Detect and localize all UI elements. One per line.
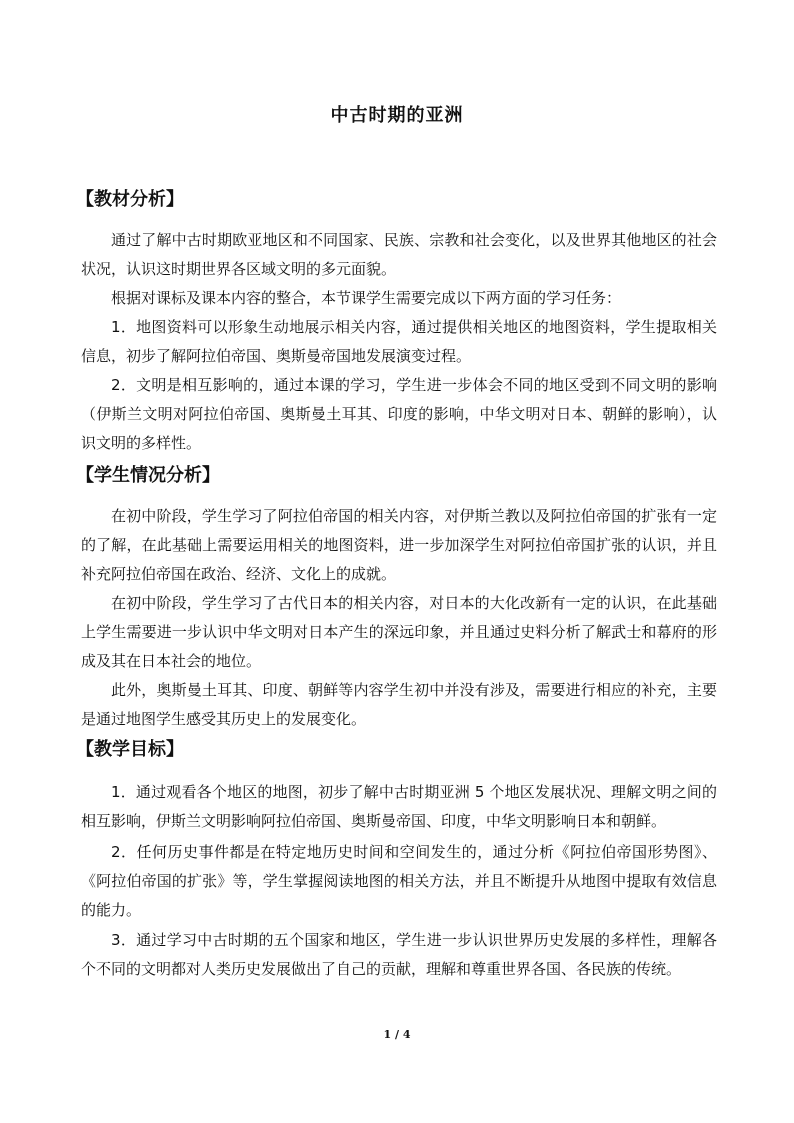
paragraph: 2．文明是相互影响的，通过本课的学习，学生进一步体会不同的地区受到不同文明的影响（伊斯兰文明对阿拉伯帝国、奥斯曼土耳其、印度的影响，中华文明对日本、朝鲜的影响），认识文明的多样性。 <box>81 376 717 452</box>
section-heading-textbook-analysis: 【教材分析】 <box>76 189 184 210</box>
paragraph: 此外，奥斯曼土耳其、印度、朝鲜等内容学生初中并没有涉及，需要进行相应的补充，主要是通过地图学生感受其历史上的发展变化。 <box>81 681 717 728</box>
section-heading-student-analysis: 【学生情况分析】 <box>76 465 220 486</box>
paragraph: 3．通过学习中古时期的五个国家和地区，学生进一步认识世界历史发展的多样性，理解各个不同的文明都对人类历史发展做出了自己的贡献，理解和尊重世界各国、各民族的传统。 <box>81 931 717 978</box>
section-heading-teaching-objectives: 【教学目标】 <box>76 739 184 760</box>
paragraph: 1．地图资料可以形象生动地展示相关内容，通过提供相关地区的地图资料，学生提取相关信息，初步了解阿拉伯帝国、奥斯曼帝国地发展演变过程。 <box>81 318 717 365</box>
paragraph: 1．通过观看各个地区的地图，初步了解中古时期亚洲 5 个地区发展状况、理解文明之间的相互影响，伊斯兰文明影响阿拉伯帝国、奥斯曼帝国、印度，中华文明影响日本和朝鲜。 <box>81 783 717 830</box>
paragraph: 在初中阶段，学生学习了阿拉伯帝国的相关内容，对伊斯兰教以及阿拉伯帝国的扩张有一定的了解，在此基础上需要运用相关的地图资料，进一步加深学生对阿拉伯帝国扩张的认识，并且补充阿拉伯帝国在政治、经济、文化上的成就。 <box>81 507 717 583</box>
page-number: 1 / 4 <box>383 1028 411 1041</box>
paragraph: 根据对课标及课本内容的整合，本节课学生需要完成以下两方面的学习任务： <box>111 289 622 307</box>
paragraph: 2．任何历史事件都是在特定地历史时间和空间发生的，通过分析《阿拉伯帝国形势图》、《阿拉伯帝国的扩张》等，学生掌握阅读地图的相关方法，并且不断提升从地图中提取有效信息的能力。 <box>81 843 717 919</box>
page-title: 中古时期的亚洲 <box>330 105 464 126</box>
paragraph: 在初中阶段，学生学习了古代日本的相关内容，对日本的大化改新有一定的认识，在此基础上学生需要进一步认识中华文明对日本产生的深远印象，并且通过史料分析了解武士和幕府的形成及其在日本社会的地位。 <box>81 594 717 670</box>
paragraph: 通过了解中古时期欧亚地区和不同国家、民族、宗教和社会变化，以及世界其他地区的社会状况，认识这时期世界各区域文明的多元面貌。 <box>81 231 717 278</box>
